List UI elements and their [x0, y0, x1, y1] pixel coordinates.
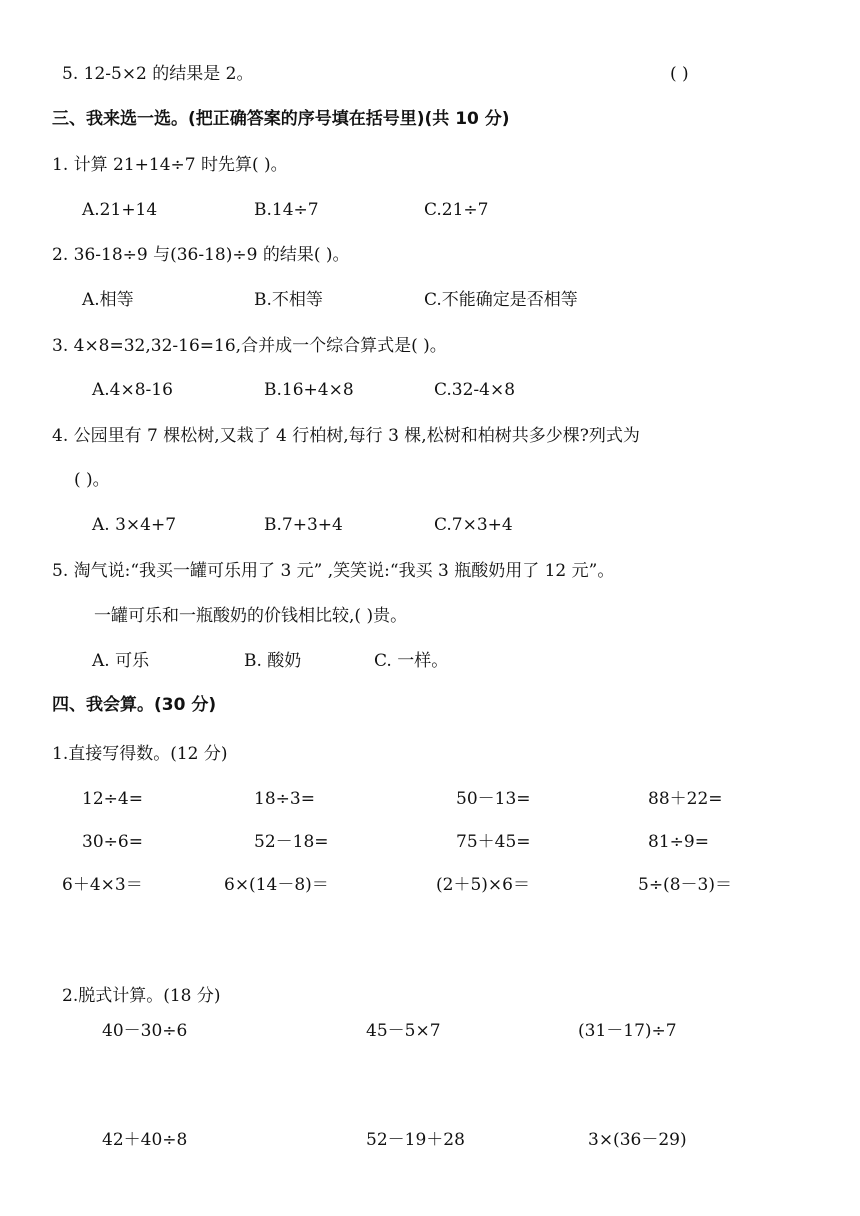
option-b: B.7+3+4: [264, 515, 343, 535]
choice-question-4: 4. 公园里有 7 棵松树,又栽了 4 行柏树,每行 3 棵,松树和柏树共多少棵?列式为: [52, 426, 640, 446]
choice-question-3: 3. 4×8=32,32-16=16,合并成一个综合算式是( )。: [52, 336, 447, 356]
mental-calc-item: 6＋4×3＝: [62, 875, 143, 895]
choice-question-5: 5. 淘气说:“我买一罐可乐用了 3 元” ,笑笑说:“我买 3 瓶酸奶用了 12 元”。: [52, 561, 615, 581]
step-calc-item: 40－30÷6: [102, 1021, 188, 1041]
answer-paren[interactable]: ( )。: [74, 470, 110, 490]
mental-calc-item: 12÷4=: [82, 789, 143, 809]
mental-calc-item: 18÷3=: [254, 789, 315, 809]
option-c: C.不能确定是否相等: [424, 290, 578, 310]
section-heading-4: 四、我会算。(30 分): [52, 695, 217, 715]
mental-calc-item: 30÷6=: [82, 832, 143, 852]
answer-paren[interactable]: ( ): [670, 64, 689, 84]
mental-calc-item: (2＋5)×6＝: [436, 875, 530, 895]
mental-calc-item: 6×(14－8)＝: [224, 875, 329, 895]
step-calc-item: (31－17)÷7: [578, 1021, 677, 1041]
judge-question-5: 5. 12-5×2 的结果是 2。: [62, 64, 254, 84]
mental-calc-item: 5÷(8－3)＝: [638, 875, 732, 895]
step-calc-item: 42＋40÷8: [102, 1130, 188, 1150]
option-b: B.16+4×8: [264, 380, 354, 400]
mental-calc-item: 52－18=: [254, 832, 329, 852]
step-calc-item: 45－5×7: [366, 1021, 441, 1041]
option-c: C.21÷7: [424, 200, 489, 220]
step-calc-item: 52－19＋28: [366, 1130, 465, 1150]
option-a: A.4×8-16: [92, 380, 173, 400]
option-b: B.14÷7: [254, 200, 319, 220]
option-a: A. 可乐: [92, 651, 150, 671]
option-c: C.7×3+4: [434, 515, 513, 535]
subsection-title-1: 1.直接写得数。(12 分): [52, 744, 228, 764]
option-c: C.32-4×8: [434, 380, 516, 400]
subsection-title-2: 2.脱式计算。(18 分): [62, 986, 221, 1006]
question-5-line-2: 一罐可乐和一瓶酸奶的价钱相比较,( )贵。: [94, 606, 408, 626]
option-a: A.21+14: [82, 200, 158, 220]
option-c: C. 一样。: [374, 651, 449, 671]
mental-calc-item: 81÷9=: [648, 832, 709, 852]
option-a: A.相等: [82, 290, 134, 310]
option-a: A. 3×4+7: [92, 515, 177, 535]
mental-calc-item: 88＋22=: [648, 789, 723, 809]
option-b: B. 酸奶: [244, 651, 302, 671]
choice-question-2: 2. 36-18÷9 与(36-18)÷9 的结果( )。: [52, 245, 350, 265]
mental-calc-item: 50－13=: [456, 789, 531, 809]
step-calc-item: 3×(36－29): [588, 1130, 687, 1150]
section-heading-3: 三、我来选一选。(把正确答案的序号填在括号里)(共 10 分): [52, 109, 510, 129]
mental-calc-item: 75＋45=: [456, 832, 531, 852]
option-b: B.不相等: [254, 290, 323, 310]
choice-question-1: 1. 计算 21+14÷7 时先算( )。: [52, 155, 288, 175]
